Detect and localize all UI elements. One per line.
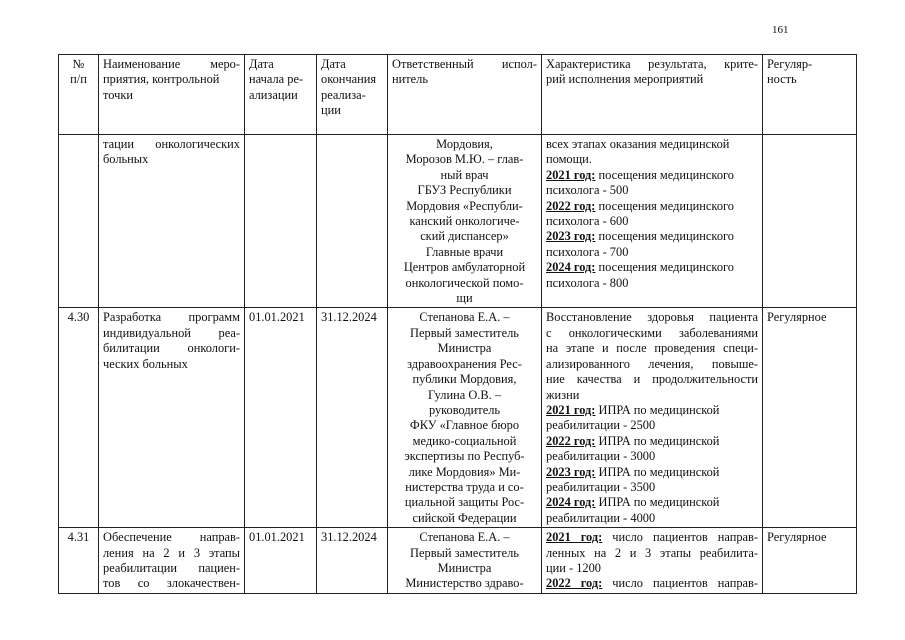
page-number: 161 bbox=[772, 24, 789, 36]
row-num bbox=[59, 135, 99, 308]
header-result: Характеристика результата, крите- рий исполнения мероприятий bbox=[542, 55, 763, 135]
table-row bbox=[59, 528, 857, 594]
header-responsible: Ответственный испол- нитель bbox=[388, 55, 542, 135]
row-regularity: Регулярное bbox=[763, 528, 857, 594]
measures-table bbox=[58, 54, 857, 594]
row-start-date bbox=[245, 135, 317, 308]
row-end-date: 31.12.2024 bbox=[317, 528, 388, 594]
row-responsible: Мордовия, Морозов М.Ю. – глав- ный врач ГБУЗ Республики Мордовия «Республи- канский онкологиче- ский диспансер» Главные врачи Центров амбулаторной онкологической помо- щи bbox=[388, 135, 542, 308]
table-row bbox=[59, 135, 857, 308]
row-name: Обеспечение направ- ления на 2 и 3 этапы реабилитации пациен- тов со злокачествен- bbox=[99, 528, 245, 594]
row-end-date bbox=[317, 135, 388, 308]
row-result: Восстановление здоровья пациента с онкологическими заболеваниями на этапе и после проведения специ- ализированного лечения, повыше- ние качества и продолжительности жизни 2021 год: ИПРА по медицинской реабилитации - 2500 2022 год: ИПРА по медицинской реабилитации - 3000 2023 год: ИПРА по медицинской реабилитации - 3500 2024 год: ИПРА по медицинской реабилитации - 4000 bbox=[542, 308, 763, 528]
header-num: № п/п bbox=[59, 55, 99, 135]
row-result: 2021 год: число пациентов направ- ленных на 2 и 3 этапы реабилита- ции - 1200 2022 год: число пациентов направ- bbox=[542, 528, 763, 594]
row-name: тации онкологических больных bbox=[99, 135, 245, 308]
row-start-date: 01.01.2021 bbox=[245, 308, 317, 528]
header-regularity: Регуляр- ность bbox=[763, 55, 857, 135]
row-num: 4.31 bbox=[59, 528, 99, 594]
row-num: 4.30 bbox=[59, 308, 99, 528]
row-name: Разработка программ индивидуальной реа- билитации онкологи- ческих больных bbox=[99, 308, 245, 528]
row-responsible: Степанова Е.А. – Первый заместитель Министра Министерство здраво- bbox=[388, 528, 542, 594]
header-start-date: Дата начала ре- ализации bbox=[245, 55, 317, 135]
row-responsible: Степанова Е.А. – Первый заместитель Министра здравоохранения Рес- публики Мордовия, Гулина О.В. – руководитель ФКУ «Главное бюро медико-социальной экспертизы по Респуб- лике Мордовия» Ми- нистерства труда и со- циальной защиты Рос- сийской Федерации bbox=[388, 308, 542, 528]
table-header-row bbox=[59, 55, 857, 135]
table-row bbox=[59, 308, 857, 528]
header-end-date: Дата окончания реализа- ции bbox=[317, 55, 388, 135]
row-regularity bbox=[763, 135, 857, 308]
row-start-date: 01.01.2021 bbox=[245, 528, 317, 594]
header-name: Наименование меро- приятия, контрольной точки bbox=[99, 55, 245, 135]
row-result: всех этапах оказания медицинской помощи. 2021 год: посещения медицинского психолога - 500 2022 год: посещения медицинского психолога - 600 2023 год: посещения медицинского психолога - 700 2024 год: посещения медицинского психолога - 800 bbox=[542, 135, 763, 308]
row-end-date: 31.12.2024 bbox=[317, 308, 388, 528]
row-regularity: Регулярное bbox=[763, 308, 857, 528]
